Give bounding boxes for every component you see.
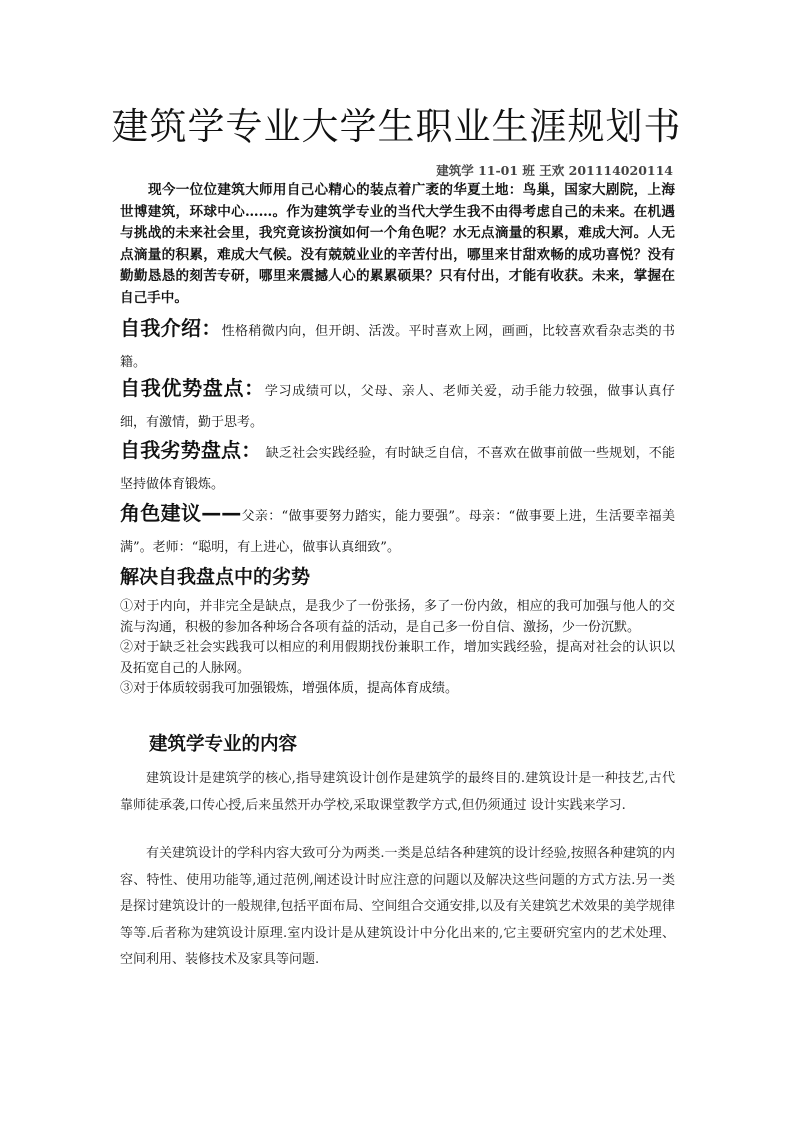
body-paragraph: 建筑设计是建筑学的核心,指导建筑设计创作是建筑学的最终目的.建筑设计是一种技艺,古代靠师徒承袭,口传心授,后来虽然开办学校,采取课堂教学方式,但仍须通过 设计实践来学习. [120,771,675,813]
solve-weaknesses-heading: 解决自我盘点中的劣势 [120,566,311,588]
list-item: ①对于内向，并非完全是缺点，是我少了一份张扬，多了一份内敛，相应的我可加强与他人的交流与沟通，积极的参加各种场合各项有益的活动，是自己多一份自信、激扬，少一份沉默。 [120,599,675,635]
list-item: ②对于缺乏社会实践我可以相应的利用假期找份兼职工作，增加实践经验，提高对社会的认识以及拓宽自己的人脉网。 [120,640,675,676]
solve-weaknesses-list [120,597,675,700]
section-text: 父亲：“做事要努力踏实，能力要强”。母亲：“做事要上进，生活要幸福美满”。老师：“聪明，有上进心，做事认真细致”。 [120,509,675,555]
section-heading: 角色建议—— [120,501,242,525]
self-introduction-section [120,313,675,378]
list-item: ③对于体质较弱我可加强锻炼，增强体质，提高体育成绩。 [120,681,459,696]
section-text: 性格稍微内向，但开朗、活泼。平时喜欢上网，画画，比较喜欢看杂志类的书籍。 [120,324,675,370]
author-byline: 建筑学 11-01 班 王欢 201114020114 [436,163,673,178]
role-advice-section [120,498,675,563]
section-heading: 自我劣势盘点： [120,438,262,462]
weaknesses-section [120,435,675,500]
strengths-section [120,373,675,438]
section-text: 学习成绩可以，父母、亲人、老师关爱，动手能力较强，做事认真仔细，有激情，勤于思考。 [120,384,675,430]
body-paragraph: 有关建筑设计的学科内容大致可分为两类.一类是总结各种建筑的设计经验,按照各种建筑的内容、特性、使用功能等,通过范例,阐述设计时应注意的问题以及解决这些问题的方式方法.另一类是探讨建筑设计的一般规律,包括平面布局、空间组合交通安排,以及有关建筑艺术效果的美学规律等等.后者称为建筑设计原理.室内设计是从建筑设计中分化出来的,它主要研究室内的艺术处理、空间利用、装修技术及家具等问题. [120,846,675,967]
document-title: 建筑学专业大学生职业生涯规划书 [111,105,682,148]
section-heading: 自我优势盘点： [120,376,265,400]
major-content-heading: 建筑学专业的内容 [149,734,298,755]
section-text: 缺乏社会实践经验，有时缺乏自信，不喜欢在做事前做一些规划，不能坚持做体育锻炼。 [120,446,675,492]
section-heading: 自我介绍： [120,316,222,340]
intro-paragraph: 现今一位位建筑大师用自己心精心的装点着广袤的华夏土地：鸟巢，国家大剧院，上海世博建筑，环球中心……。作为建筑学专业的当代大学生我不由得考虑自己的未来。在机遇与挑战的未来社会里，我究竟该扮演如何一个角色呢？水无点滴量的积累，难成大河。人无点滴量的积累，难成大气候。没有兢兢业业的辛苦付出，哪里来甘甜欢畅的成功喜悦？没有勤勤恳恳的刻苦专研，哪里来震撼人心的累累硕果？只有付出，才能有收获。未来，掌握在自己手中。 [120,182,675,306]
